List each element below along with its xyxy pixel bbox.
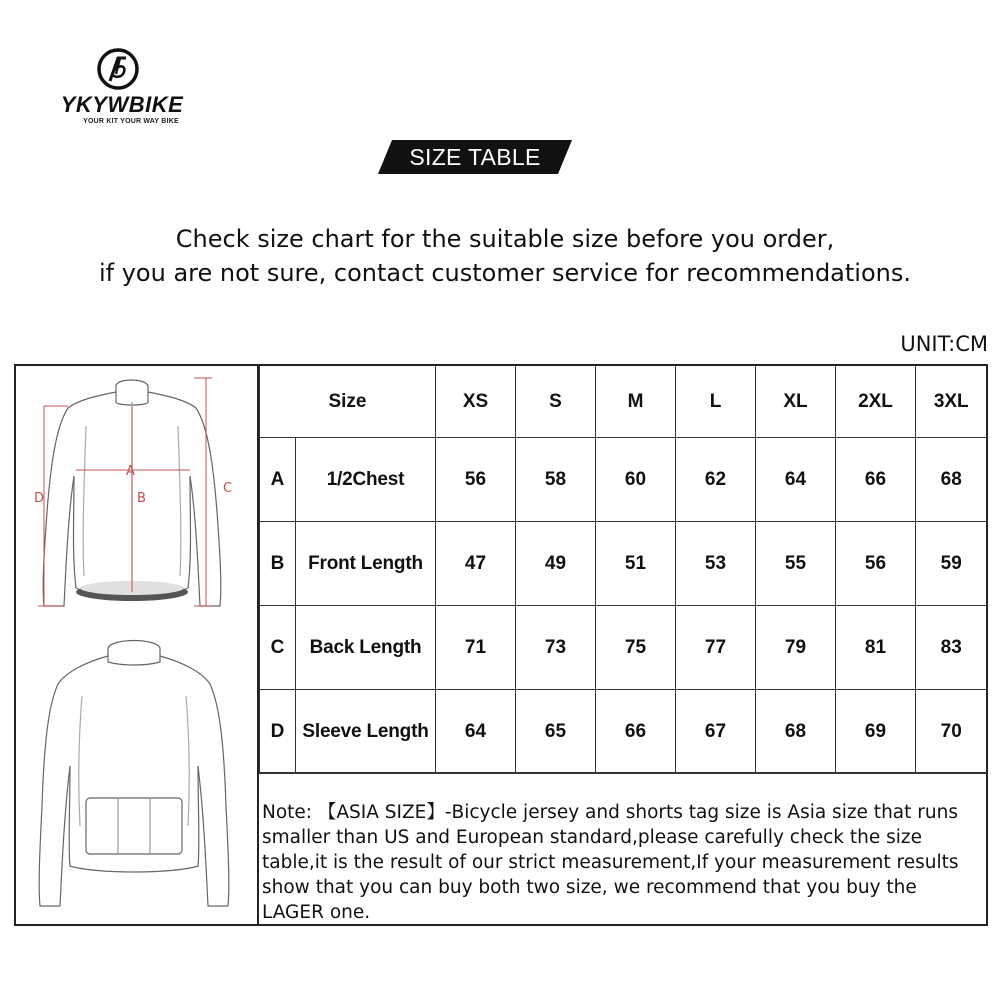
row-letter: C — [260, 606, 296, 690]
table-cell: 71 — [436, 606, 516, 690]
table-cell: 59 — [916, 522, 987, 606]
table-cell: 79 — [756, 606, 836, 690]
note-divider — [259, 772, 986, 773]
table-cell: 58 — [516, 438, 596, 522]
table-cell: 75 — [596, 606, 676, 690]
table-cell: 69 — [836, 690, 916, 774]
row-letter: B — [260, 522, 296, 606]
row-label: Front Length — [296, 522, 436, 606]
row-label: 1/2Chest — [296, 438, 436, 522]
label-b: B — [137, 491, 146, 506]
header-size: L — [676, 366, 756, 438]
bicycle-logo-icon — [96, 48, 142, 90]
table-cell: 68 — [916, 438, 987, 522]
measure-labels — [34, 464, 232, 506]
brand-tagline: YOUR KIT YOUR WAY BIKE — [83, 118, 179, 125]
table-cell: 70 — [916, 690, 987, 774]
header-size: S — [516, 366, 596, 438]
row-letter: D — [260, 690, 296, 774]
brand-logo — [52, 48, 192, 128]
table-cell: 83 — [916, 606, 987, 690]
table-cell: 68 — [756, 690, 836, 774]
header-size: M — [596, 366, 676, 438]
label-c: C — [223, 481, 233, 496]
table-row — [260, 522, 987, 606]
table-cell: 53 — [676, 522, 756, 606]
table-cell: 73 — [516, 606, 596, 690]
table-cell: 64 — [436, 690, 516, 774]
table-cell: 81 — [836, 606, 916, 690]
table-row — [260, 606, 987, 690]
size-table-banner — [378, 140, 572, 174]
jersey-drawing — [16, 366, 256, 924]
table-cell: 65 — [516, 690, 596, 774]
row-label: Back Length — [296, 606, 436, 690]
table-cell: 51 — [596, 522, 676, 606]
banner-title: SIZE TABLE — [409, 144, 541, 170]
table-cell: 47 — [436, 522, 516, 606]
table-row — [260, 690, 987, 774]
intro-line-1: Check size chart for the suitable size before you order, — [175, 225, 835, 253]
jersey-illustration — [16, 366, 256, 924]
measure-lines — [38, 378, 212, 606]
row-label: Sleeve Length — [296, 690, 436, 774]
label-d: D — [34, 491, 45, 506]
unit-label: UNIT:CM — [900, 332, 988, 356]
table-cell: 49 — [516, 522, 596, 606]
table-cell: 62 — [676, 438, 756, 522]
table-header-row — [260, 366, 987, 438]
table-row — [260, 438, 987, 522]
table-cell: 55 — [756, 522, 836, 606]
table-cell: 77 — [676, 606, 756, 690]
header-size: 3XL — [916, 366, 987, 438]
header-size: XS — [436, 366, 516, 438]
row-letter: A — [260, 438, 296, 522]
header-size: XL — [756, 366, 836, 438]
intro-text — [0, 222, 1000, 290]
table-cell: 56 — [836, 522, 916, 606]
size-table — [259, 366, 987, 774]
table-cell: 64 — [756, 438, 836, 522]
intro-line-2: if you are not sure, contact customer service for recommendations. — [98, 259, 911, 287]
jersey-back — [39, 641, 229, 907]
table-cell: 60 — [596, 438, 676, 522]
label-a: A — [126, 464, 135, 479]
table-cell: 67 — [676, 690, 756, 774]
table-cell: 56 — [436, 438, 516, 522]
header-size: 2XL — [836, 366, 916, 438]
header-size-label: Size — [260, 366, 436, 438]
brand-name: YKYWBIKE — [60, 92, 184, 117]
table-cell: 66 — [836, 438, 916, 522]
asia-size-note: Note: 【ASIA SIZE】-Bicycle jersey and shorts tag size is Asia size that runs smaller than US and European standard,please carefully check the size table,it is the result of our strict measurement,If your measurement results show that you can buy both two size, we recommend that you buy the LAGER one. — [262, 802, 959, 923]
table-cell: 66 — [596, 690, 676, 774]
